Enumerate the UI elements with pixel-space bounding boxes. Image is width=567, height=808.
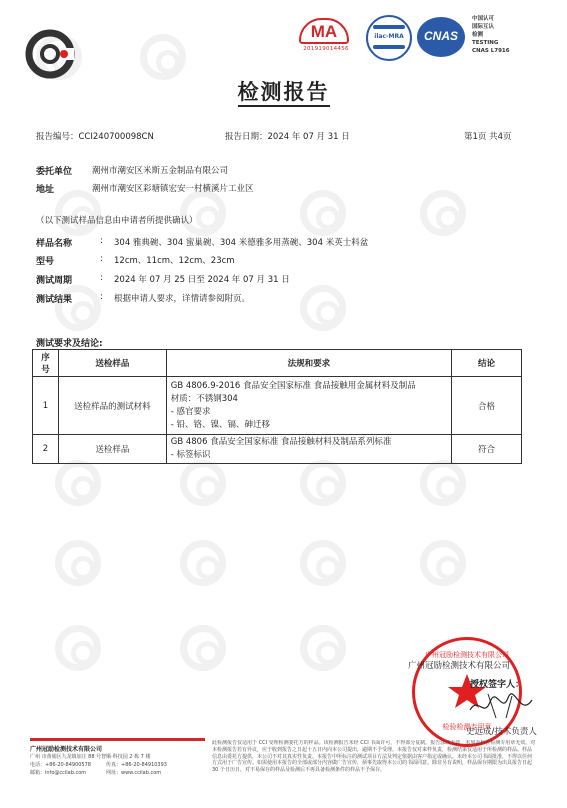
cma-logo [296, 18, 356, 58]
report-date: 报告日期：2024 年 07 月 31 日 [225, 132, 350, 142]
row-standard [166, 435, 451, 464]
row-result: 符合 [452, 435, 522, 464]
watermark-logo-icon [180, 460, 226, 506]
standard-line: - 铅、铬、镍、镉、砷迁移 [170, 419, 271, 430]
footer-web: 网址：www.ccilab.com [106, 770, 162, 776]
report-title-wrap [0, 76, 567, 106]
standard-line: GB 4806 食品安全国家标准 食品接触材料及制品系列标准 [170, 437, 392, 447]
colon: : [100, 292, 103, 302]
colon: : [100, 236, 103, 246]
cma-number: 201919014456 [303, 46, 349, 52]
table-row [33, 377, 522, 435]
standard-line: 材质：不锈钢304 [170, 393, 238, 404]
ilac-mra-text: ilac-MRA [374, 33, 404, 40]
test-period-label: 测试周期 [36, 276, 73, 286]
watermark-logo-icon [55, 625, 101, 671]
watermark-logo-icon [55, 540, 101, 586]
row-number: 1 [33, 377, 59, 435]
watermark-logo-icon [420, 540, 466, 586]
footer-company: 广州冠励检测技术有限公司 [30, 746, 103, 753]
ilac-mra-logo-icon [366, 15, 412, 61]
seal-sub-text: 检验检测专用章 [442, 723, 492, 731]
signatory-name: 史远成/技术负责人 [466, 727, 537, 737]
footer-fax: 传真：+86-20-84910393 [106, 762, 167, 768]
watermark-logo-icon [300, 540, 346, 586]
row-sample: 送检样品 [58, 435, 166, 464]
col-header-result: 结论 [452, 350, 522, 377]
col-header-no: 序号 [33, 350, 59, 377]
footer-disclaimer: 此检测报告仅适用于 CCI 受理检测委托方的样品。该检测报告未经 CCI 书面许可，不得部分复制。报告涂改无效，未加盖检验检测专用章无效。对本检测报告若有异议，应于收到报告之日起十五日内向本公司提出，逾期不予受理。本报告仅对来样负责，检测结果仅适用于所检测的样品。样品信息由委托方提供，本公司不对其真实性负责。本报告中所标注的测试项目方法及判定依据由客户指定或确认。未经本公司书面批准，不得以任何方式用于广告宣传。如需使用本报告的全部或部分内容做广告宣传，须事先取得本公司的书面同意。除非另有说明，样品保存期限为出具报告日起 30 个日历日，对不易保存的样品及检测后不再具备检测条件的样品不予保存。 [212, 740, 536, 773]
watermark-logo-icon [55, 190, 101, 236]
client-value: 潮州市潮安区米斯五金制品有限公司 [92, 166, 229, 176]
standard-line: - 标签标识 [170, 450, 211, 460]
footer-accent-bar [30, 738, 205, 741]
authorized-signatory-label: 授权签字人： [470, 680, 525, 690]
footer-tel: 电话：+86-20-84900578 [30, 762, 91, 768]
watermark-logo-icon [300, 625, 346, 671]
sample-name-value: 304 雅典碗、304 蜜巢碗、304 米德雅多用蒸碗、304 米英士料盆 [114, 238, 369, 248]
test-period-value: 2024 年 07 月 25 日至 2024 年 07 月 31 日 [114, 275, 290, 285]
test-result-label: 测试结果 [36, 295, 73, 305]
footer-address: 广州 市黄埔区九龙镇加庄 88 号智顺·科技园 2 栋 7 楼 [30, 754, 151, 760]
cnas-logo-text: CNAS [423, 29, 458, 43]
row-standard [166, 377, 451, 435]
standard-line: - 感官要求 [170, 406, 211, 417]
sample-note: （以下测试样品信息由申请者所提供确认） [36, 216, 198, 226]
sample-name-label: 样品名称 [36, 239, 73, 249]
footer-email: 邮箱：info@ccilab.com [30, 770, 87, 776]
cnas-cert-text [472, 15, 510, 55]
handwritten-signature-icon [466, 688, 536, 724]
cnas-logo-icon [417, 17, 467, 57]
table-header-row [33, 350, 522, 377]
cma-mark-text: MA [310, 22, 338, 41]
address-value: 潮州市潮安区彩塘镇宏安一村横溪片工业区 [92, 184, 254, 194]
watermark-logo-icon [300, 285, 346, 331]
watermark-logo-icon [140, 34, 186, 80]
client-label: 委托单位 [36, 167, 73, 177]
model-value: 12cm、11cm、12cm、23cm [114, 256, 235, 266]
requirements-table [32, 349, 522, 464]
sign-company: 广州冠励检测技术有限公司 [408, 661, 511, 671]
row-result: 合格 [452, 377, 522, 435]
address-label: 地址 [36, 185, 55, 195]
standard-line: GB 4806.9-2016 食品安全国家标准 食品接触用金属材料及制品 [170, 380, 416, 391]
colon: : [100, 254, 103, 264]
cma-mark-icon [299, 18, 349, 44]
seal-text: 广州冠励检测技术有限公司 [425, 651, 509, 659]
table-row [33, 435, 522, 464]
row-number: 2 [33, 435, 59, 464]
watermark-logo-icon [300, 190, 346, 236]
report-number: 报告编号：CCI240700098CN [36, 132, 154, 142]
cnas-cert-line: 检测 [472, 32, 484, 38]
cnas-cert-line: CNAS L7916 [472, 48, 510, 54]
company-logo-icon [24, 28, 76, 80]
page-indicator: 第1页 共4页 [464, 132, 512, 142]
col-header-sample: 送检样品 [58, 350, 166, 377]
cnas-cert-line: 国际互认 [472, 24, 495, 30]
model-label: 型号 [36, 257, 55, 267]
watermark-logo-icon [420, 460, 466, 506]
test-result-value: 根据申请人要求，详情请参阅附页。 [114, 294, 251, 304]
cnas-cert-line: 中国认可 [472, 16, 495, 22]
watermark-logo-icon [180, 625, 226, 671]
colon: : [100, 273, 103, 283]
requirements-title: 测试要求及结论: [36, 339, 103, 349]
watermark-logo-icon [180, 190, 226, 236]
watermark-logo-icon [300, 460, 346, 506]
col-header-standard: 法规和要求 [166, 350, 451, 377]
watermark-logo-icon [180, 540, 226, 586]
row-sample: 送检样品的测试材料 [58, 377, 166, 435]
cnas-cert-line: TESTING [472, 40, 499, 46]
report-title: 检测报告 [238, 80, 330, 107]
watermark-logo-icon [420, 190, 466, 236]
watermark-logo-icon [55, 460, 101, 506]
